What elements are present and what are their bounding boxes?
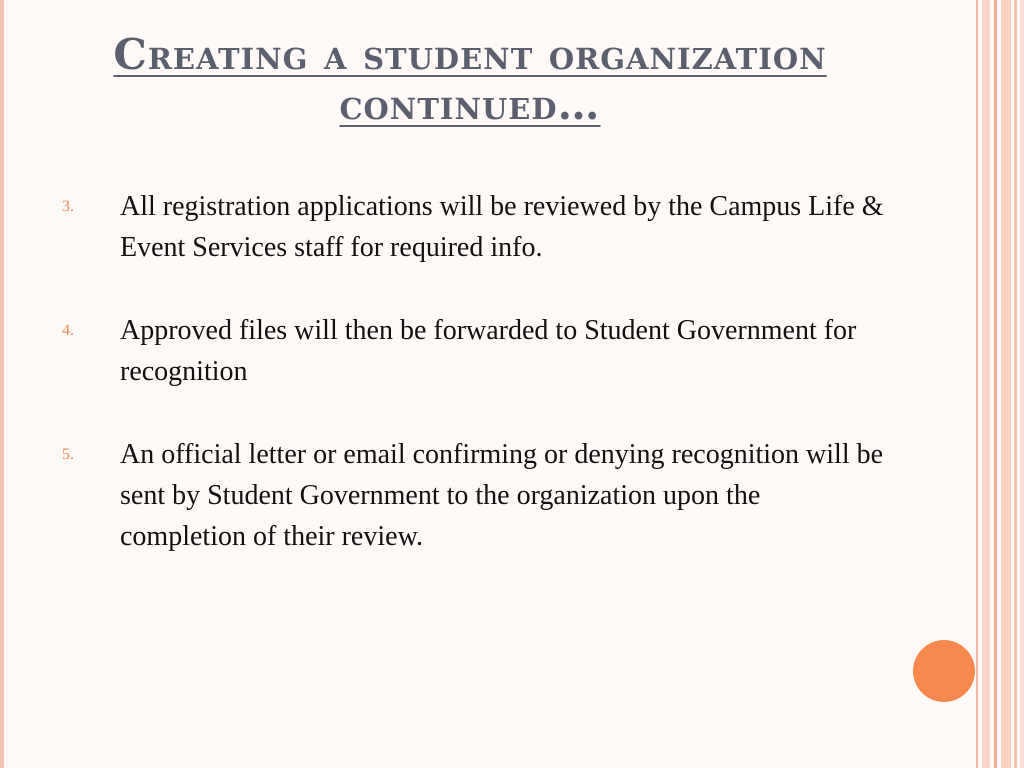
orange-circle-decoration bbox=[913, 640, 975, 702]
stripe bbox=[982, 0, 990, 768]
right-stripe-decoration bbox=[976, 0, 1024, 768]
stripe bbox=[994, 0, 997, 768]
slide-title bbox=[60, 30, 880, 130]
numbered-list bbox=[62, 186, 892, 599]
list-item-number: 5. bbox=[62, 446, 74, 463]
stripe bbox=[976, 0, 978, 768]
stripe bbox=[1001, 0, 1011, 768]
list-item-number: 3. bbox=[62, 198, 74, 215]
list-item-number: 4. bbox=[62, 322, 74, 339]
list-item-text: An official letter or email confirming or denying recognition will be sent by Student Government to the organization upon the completion of their review. bbox=[120, 439, 884, 552]
stripe bbox=[1014, 0, 1017, 768]
slide-title-text: Creating a student organization continued… bbox=[113, 30, 827, 129]
list-item bbox=[62, 310, 892, 392]
left-border-decoration bbox=[0, 0, 4, 768]
list-item-text: All registration applications will be reviewed by the Campus Life & Event Services staff for required info. bbox=[120, 191, 884, 263]
stripe bbox=[1020, 0, 1024, 768]
list-item bbox=[62, 434, 892, 557]
list-item-text: Approved files will then be forwarded to Student Government for recognition bbox=[120, 315, 857, 387]
list-item bbox=[62, 186, 892, 268]
